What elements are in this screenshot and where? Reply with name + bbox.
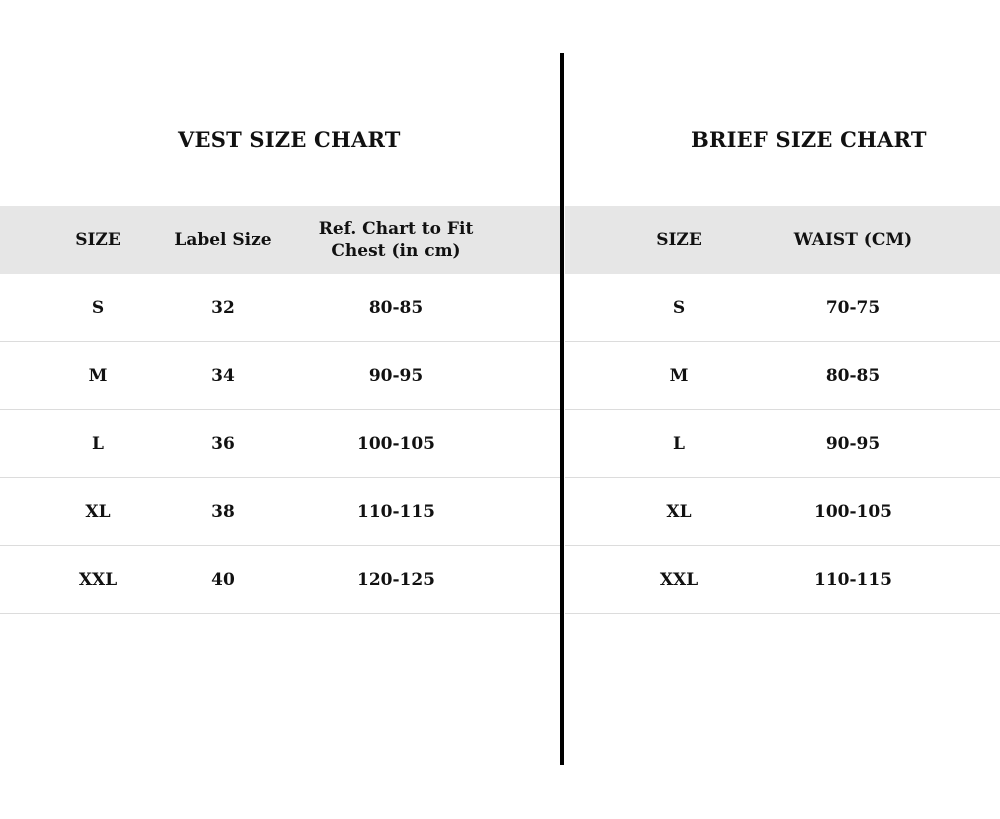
brief-cell-size: S (672, 297, 686, 318)
table-row (565, 274, 1000, 342)
vest-header-label-size-text: Label Size (174, 230, 272, 250)
vest-header-size-text: SIZE (75, 230, 121, 250)
table-row (0, 410, 561, 478)
vest-header-chest-text: Ref. Chart to Fit Chest (in cm) (318, 219, 474, 261)
vest-cell-label-size: 32 (211, 297, 235, 318)
brief-table-header (565, 206, 1000, 274)
vest-cell-size: M (88, 365, 108, 386)
brief-cell-waist: 100-105 (813, 501, 893, 522)
table-row (565, 546, 1000, 614)
vest-header-label-size (163, 206, 283, 274)
brief-cell-size: XL (666, 501, 692, 522)
vest-cell-size: XXL (78, 569, 118, 590)
table-row (0, 342, 561, 410)
brief-size-chart (565, 0, 1000, 819)
vest-cell-label-size: 38 (211, 501, 235, 522)
vest-cell-chest: 80-85 (368, 297, 424, 318)
vest-chart-title: VEST SIZE CHART (178, 127, 401, 152)
vest-cell-chest: 120-125 (356, 569, 436, 590)
brief-header-size (629, 206, 729, 274)
vest-header-chest (306, 206, 486, 274)
table-row (0, 274, 561, 342)
brief-header-waist-text: WAIST (CM) (793, 230, 913, 250)
vest-cell-size: S (91, 297, 105, 318)
brief-cell-waist: 90-95 (825, 433, 881, 454)
brief-header-waist (778, 206, 928, 274)
vest-cell-chest: 110-115 (356, 501, 436, 522)
vertical-divider (560, 53, 564, 765)
vest-cell-label-size: 34 (211, 365, 235, 386)
vest-cell-size: XL (85, 501, 111, 522)
brief-cell-size: XXL (659, 569, 699, 590)
table-row (565, 410, 1000, 478)
table-row (565, 478, 1000, 546)
brief-cell-waist: 110-115 (813, 569, 893, 590)
brief-cell-size: M (669, 365, 689, 386)
brief-cell-size: L (673, 433, 685, 454)
vest-cell-size: L (92, 433, 104, 454)
vest-cell-chest: 100-105 (356, 433, 436, 454)
brief-cell-waist: 80-85 (825, 365, 881, 386)
vest-cell-label-size: 36 (211, 433, 235, 454)
vest-header-size (48, 206, 148, 274)
vest-cell-label-size: 40 (211, 569, 235, 590)
vest-cell-chest: 90-95 (368, 365, 424, 386)
brief-chart-title: BRIEF SIZE CHART (691, 127, 927, 152)
vest-table-header (0, 206, 561, 274)
table-row (0, 546, 561, 614)
brief-cell-waist: 70-75 (825, 297, 881, 318)
table-row (565, 342, 1000, 410)
brief-header-size-text: SIZE (656, 230, 702, 250)
table-row (0, 478, 561, 546)
